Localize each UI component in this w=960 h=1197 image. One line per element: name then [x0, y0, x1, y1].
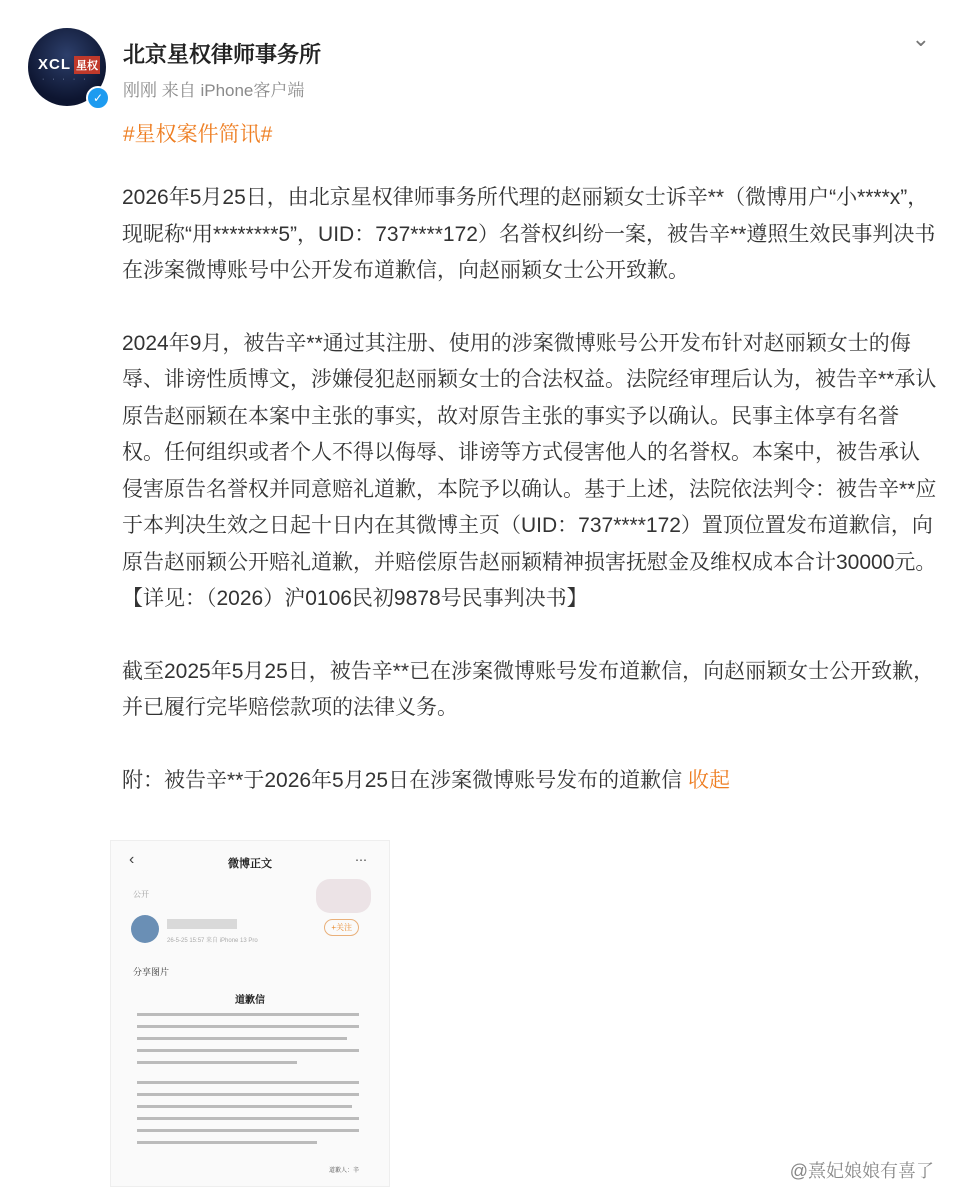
post-header — [28, 26, 932, 110]
author-name[interactable]: 北京星权律师事务所 — [123, 42, 322, 67]
image-decoration — [316, 879, 371, 913]
letter-text-line — [137, 1061, 297, 1064]
letter-text-line — [137, 1013, 359, 1016]
letter-text-line — [137, 1117, 359, 1120]
image-nav-bar — [111, 841, 389, 881]
image-nav-title: 微博正文 — [228, 858, 272, 870]
post-meta — [123, 76, 304, 101]
image-follow-button: +关注 — [324, 919, 359, 936]
letter-text-line — [137, 1081, 359, 1084]
image-user-avatar — [131, 915, 159, 943]
post-paragraph: 2026年5月25日，由北京星权律师事务所代理的赵丽颖女士诉辛**（微博用户“小****x”，现昵称“用********5”，UID：737****172）名誉权纠纷一案，被告辛**遵照生效民事判决书在涉案微博账号中公开发布道歉信，向赵丽颖女士公开致歉。 — [122, 186, 936, 282]
back-icon: ‹ — [129, 851, 135, 868]
attachment-line — [122, 763, 937, 800]
post-time: 刚刚 — [123, 81, 157, 100]
letter-text-line — [137, 1129, 359, 1132]
verified-badge-icon: ✓ — [86, 86, 110, 110]
chevron-down-icon[interactable]: ⌄ — [911, 26, 930, 51]
letter-text-line — [137, 1141, 317, 1144]
attached-image[interactable] — [110, 840, 390, 1187]
collapse-link[interactable]: 收起 — [687, 768, 730, 792]
avatar-logo: XCL — [38, 56, 71, 73]
watermark: @熹妃娘娘有喜了 — [789, 1161, 934, 1181]
letter-text-line — [137, 1025, 359, 1028]
letter-title: 道歉信 — [235, 995, 265, 1006]
attachment-text: 附：被告辛**于2026年5月25日在涉案微博账号发布的道歉信 — [122, 768, 683, 792]
image-user-meta: 26-5-25 15:57 来自 iPhone 13 Pro — [167, 938, 258, 944]
avatar-logo-cn: 星权 — [74, 56, 100, 74]
post-source: 来自 iPhone客户端 — [161, 81, 305, 100]
letter-signature: 道歉人：辛 — [328, 1168, 359, 1174]
image-user-name-blurred — [167, 919, 237, 929]
more-icon: ⋯ — [355, 853, 367, 867]
post-body — [122, 180, 937, 799]
letter-text-line — [137, 1105, 352, 1108]
hashtag-link[interactable]: #星权案件简讯# — [123, 123, 273, 146]
post-paragraph: 截至2025年5月25日，被告辛**已在涉案微博账号发布道歉信，向赵丽颖女士公开致歉，并已履行完毕赔偿款项的法律义务。 — [122, 659, 935, 719]
post-paragraph: 2024年9月，被告辛**通过其注册、使用的涉案微博账号公开发布针对赵丽颖女士的侮辱、诽谤性质博文，涉嫌侵犯赵丽颖女士的合法权益。法院经审理后认为，被告辛**承认原告赵丽颖在本案中主张的事实，故对原告主张的事实予以确认。民事主体享有名誉权。任何组织或者个人不得以侮辱、诽谤等方式侵害他人的名誉权。本案中，被告承认侵害原告名誉权并同意赔礼道歉，本院予以确认。基于上述，法院依法判令：被告辛**应于本判决生效之日起十日内在其微博主页（UID：737****172）置顶位置发布道歉信，向原告赵丽颖公开赔礼道歉，并赔偿原告赵丽颖精神损害抚慰金及维权成本合计30000元。【详见：（2026）沪0106民初9878号民事判决书】 — [122, 331, 937, 610]
letter-text-line — [137, 1037, 347, 1040]
image-share-label: 分享图片 — [133, 967, 170, 977]
letter-text-line — [137, 1049, 359, 1052]
avatar-tagline: · · · · · — [42, 76, 89, 83]
letter-text-line — [137, 1093, 359, 1096]
image-visibility: 公开 — [133, 890, 149, 899]
